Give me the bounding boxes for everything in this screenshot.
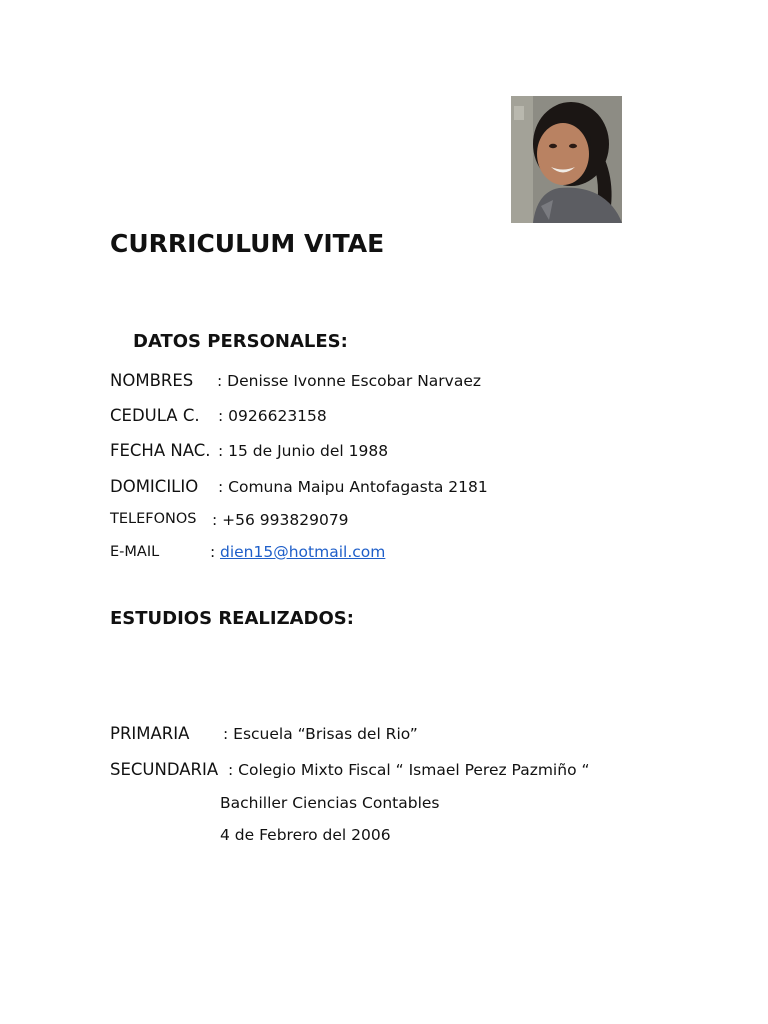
estudios-heading: ESTUDIOS REALIZADOS: xyxy=(110,608,354,629)
primaria-value: : Escuela “Brisas del Rio” xyxy=(223,725,418,743)
page-title: CURRICULUM VITAE xyxy=(110,229,385,258)
telefonos-label: TELEFONOS xyxy=(110,511,197,527)
secundaria-title: Bachiller Ciencias Contables xyxy=(220,794,440,812)
secundaria-label: SECUNDARIA xyxy=(110,760,219,779)
telefonos-value: : +56 993829079 xyxy=(212,511,349,529)
nombres-value: : Denisse Ivonne Escobar Narvaez xyxy=(217,372,482,390)
nombres-label: NOMBRES xyxy=(110,371,194,390)
domicilio-value: : Comuna Maipu Antofagasta 2181 xyxy=(218,478,488,496)
email-separator: : xyxy=(210,543,216,561)
cedula-label: CEDULA C. xyxy=(110,406,200,425)
email-label: E-MAIL xyxy=(110,544,160,560)
profile-photo xyxy=(511,96,622,223)
fecha-label: FECHA NAC. xyxy=(110,441,211,460)
email-link[interactable]: dien15@hotmail.com xyxy=(220,543,386,561)
fecha-value: : 15 de Junio del 1988 xyxy=(218,442,389,460)
cedula-value: : 0926623158 xyxy=(218,407,327,425)
secundaria-value: : Colegio Mixto Fiscal “ Ismael Perez Pazmiño “ xyxy=(228,761,590,779)
primaria-label: PRIMARIA xyxy=(110,724,190,743)
datos-personales-heading: DATOS PERSONALES: xyxy=(133,331,348,352)
secundaria-date: 4 de Febrero del 2006 xyxy=(220,826,391,844)
domicilio-label: DOMICILIO xyxy=(110,477,199,496)
person-portrait-icon xyxy=(511,96,622,223)
